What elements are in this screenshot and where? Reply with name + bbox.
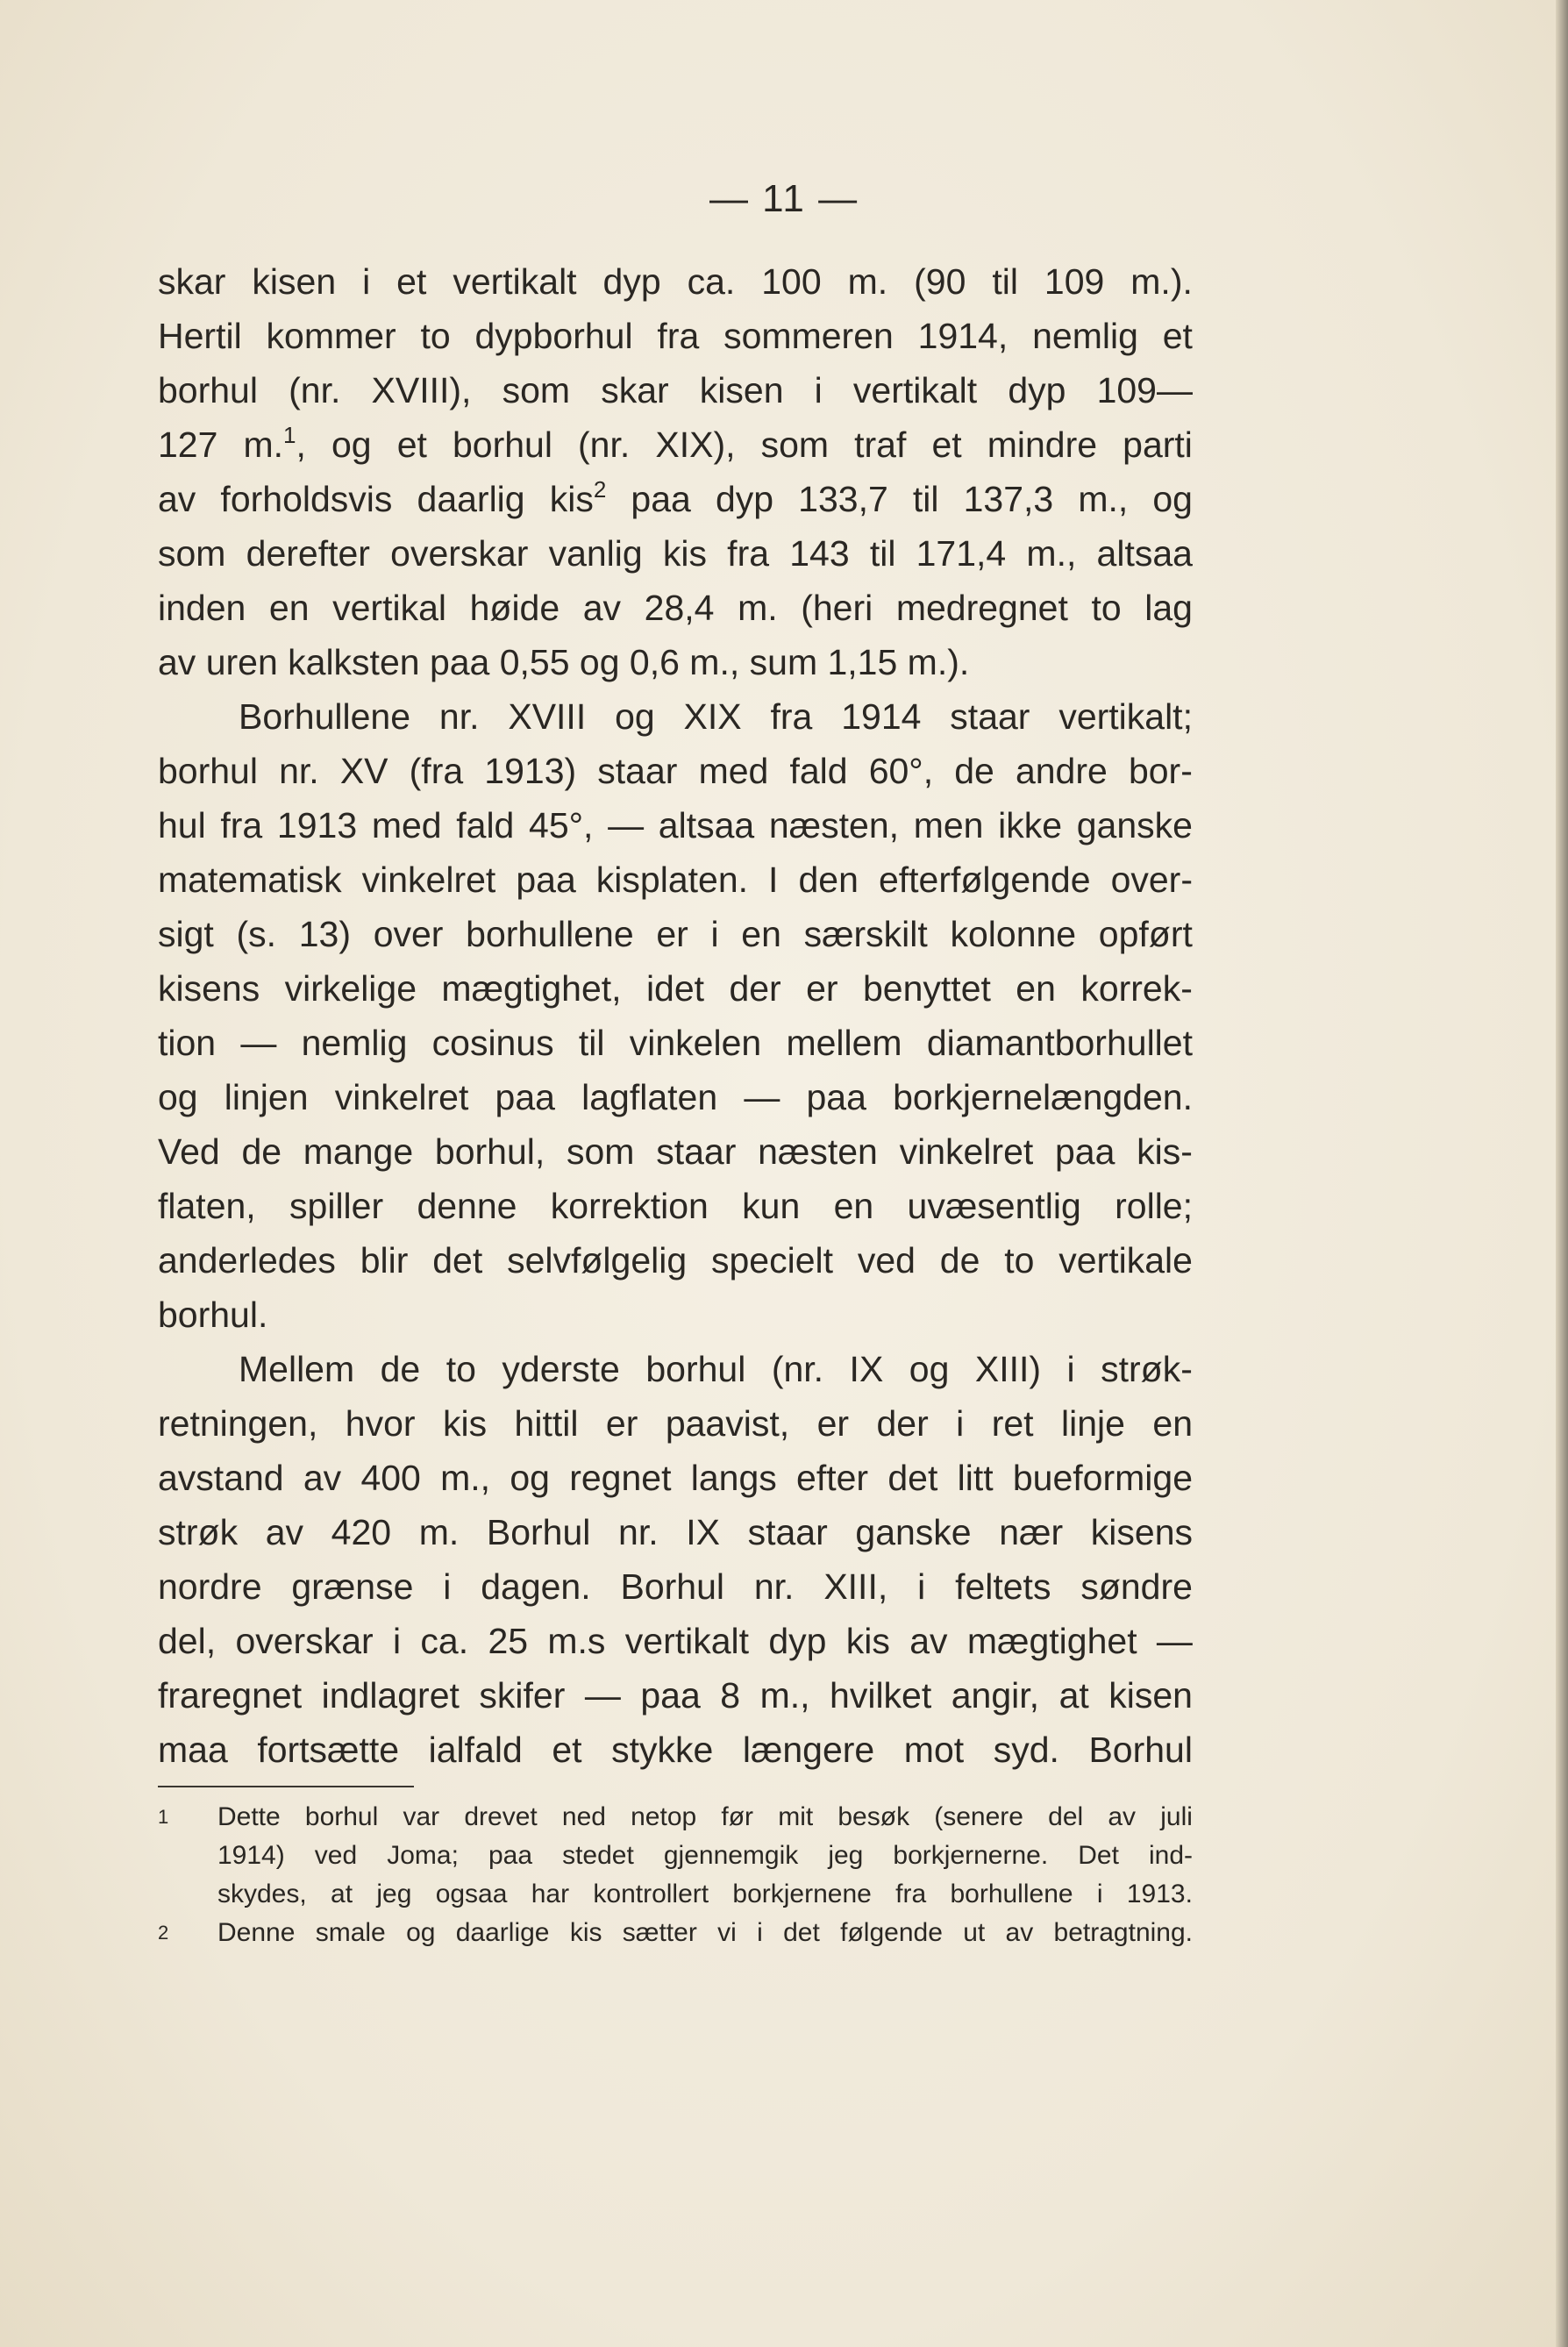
body-text [158, 254, 1193, 1777]
text-line: Borhullene nr. XVIII og XIX fra 1914 staar vertikalt; [239, 696, 1193, 737]
text-line: anderledes blir det selvfølgelig specielt ved de to vertikale [158, 1240, 1193, 1281]
text-line: maa fortsætte ialfald et stykke længere mot syd. Borhul [158, 1730, 1193, 1770]
footnote-line: 1914) ved Joma; paa stedet gjennemgik jeg borkjernerne. Det ind- [217, 1841, 1193, 1870]
text-line: borhul nr. XV (fra 1913) staar med fald 60°, de andre bor- [158, 751, 1193, 791]
text-line: 127 m.$^1$, og et borhul (nr. XIX), som traf et mindre parti [158, 422, 1193, 465]
text-line: retningen, hvor kis hittil er paavist, er der i ret linje en [158, 1403, 1193, 1444]
text-line: skar kisen i et vertikalt dyp ca. 100 m. (90 til 109 m.). [158, 261, 1193, 302]
text-line: av forholdsvis daarlig kis$^2$ paa dyp 133,7 til 137,3 m., og [158, 476, 1193, 519]
text-line: matematisk vinkelret paa kisplaten. I den efterfølgende over- [158, 860, 1193, 900]
text-line: Hertil kommer to dypborhul fra sommeren 1914, nemlig et [158, 316, 1193, 356]
text-line: nordre grænse i dagen. Borhul nr. XIII, i feltets søndre [158, 1566, 1193, 1607]
text-line: kisens virkelige mægtighet, idet der er benyttet en korrek- [158, 968, 1193, 1009]
footnotes [158, 1798, 1193, 1952]
text-line: hul fra 1913 med fald 45°, — altsaa næsten, men ikke ganske [158, 805, 1193, 845]
text-line: avstand av 400 m., og regnet langs efter det litt bueformige [158, 1458, 1193, 1498]
text-line: flaten, spiller denne korrektion kun en uvæsentlig rolle; [158, 1186, 1193, 1226]
text-line: sigt (s. 13) over borhullene er i en særskilt kolonne opført [158, 914, 1193, 954]
text-line: og linjen vinkelret paa lagflaten — paa borkjernelængden. [158, 1077, 1193, 1117]
text-line: borhul (nr. XVIII), som skar kisen i vertikalt dyp 109— [158, 370, 1193, 410]
text-line: av uren kalksten paa 0,55 og 0,6 m., sum 1,15 m.). [158, 642, 970, 682]
footnote-line: 2 Denne smale og daarlige kis sætter vi i det følgende ut av betragtning. [158, 1914, 1193, 1952]
text-line: strøk av 420 m. Borhul nr. IX staar ganske nær kisens [158, 1512, 1193, 1552]
footnote-mark: 2 [158, 1922, 169, 1944]
footnote-mark: 1 [158, 1806, 169, 1828]
text-line: tion — nemlig cosinus til vinkelen mellem diamantborhullet [158, 1023, 1193, 1063]
text-line: borhul. [158, 1295, 268, 1335]
footnote-line: skydes, at jeg ogsaa har kontrollert borkjernene fra borhullene i 1913. [217, 1880, 1193, 1908]
text-line: fraregnet indlagret skifer — paa 8 m., hvilket angir, at kisen [158, 1675, 1193, 1716]
text-line: som derefter overskar vanlig kis fra 143 til 171,4 m., altsaa [158, 533, 1193, 574]
footnote-rule [158, 1786, 414, 1787]
text-line: inden en vertikal høide av 28,4 m. (heri medregnet to lag [158, 588, 1193, 628]
text-line: Mellem de to yderste borhul (nr. IX og XIII) i strøk- [239, 1349, 1193, 1389]
text-line: del, overskar i ca. 25 m.s vertikalt dyp kis av mægtighet — [158, 1621, 1193, 1661]
text-line: Ved de mange borhul, som staar næsten vinkelret paa kis- [158, 1131, 1193, 1172]
page-edge [1556, 0, 1568, 2347]
footnote-line: 1 Dette borhul var drevet ned netop før mit besøk (senere del av juli [158, 1798, 1193, 1837]
page-number: — 11 — [709, 177, 859, 220]
